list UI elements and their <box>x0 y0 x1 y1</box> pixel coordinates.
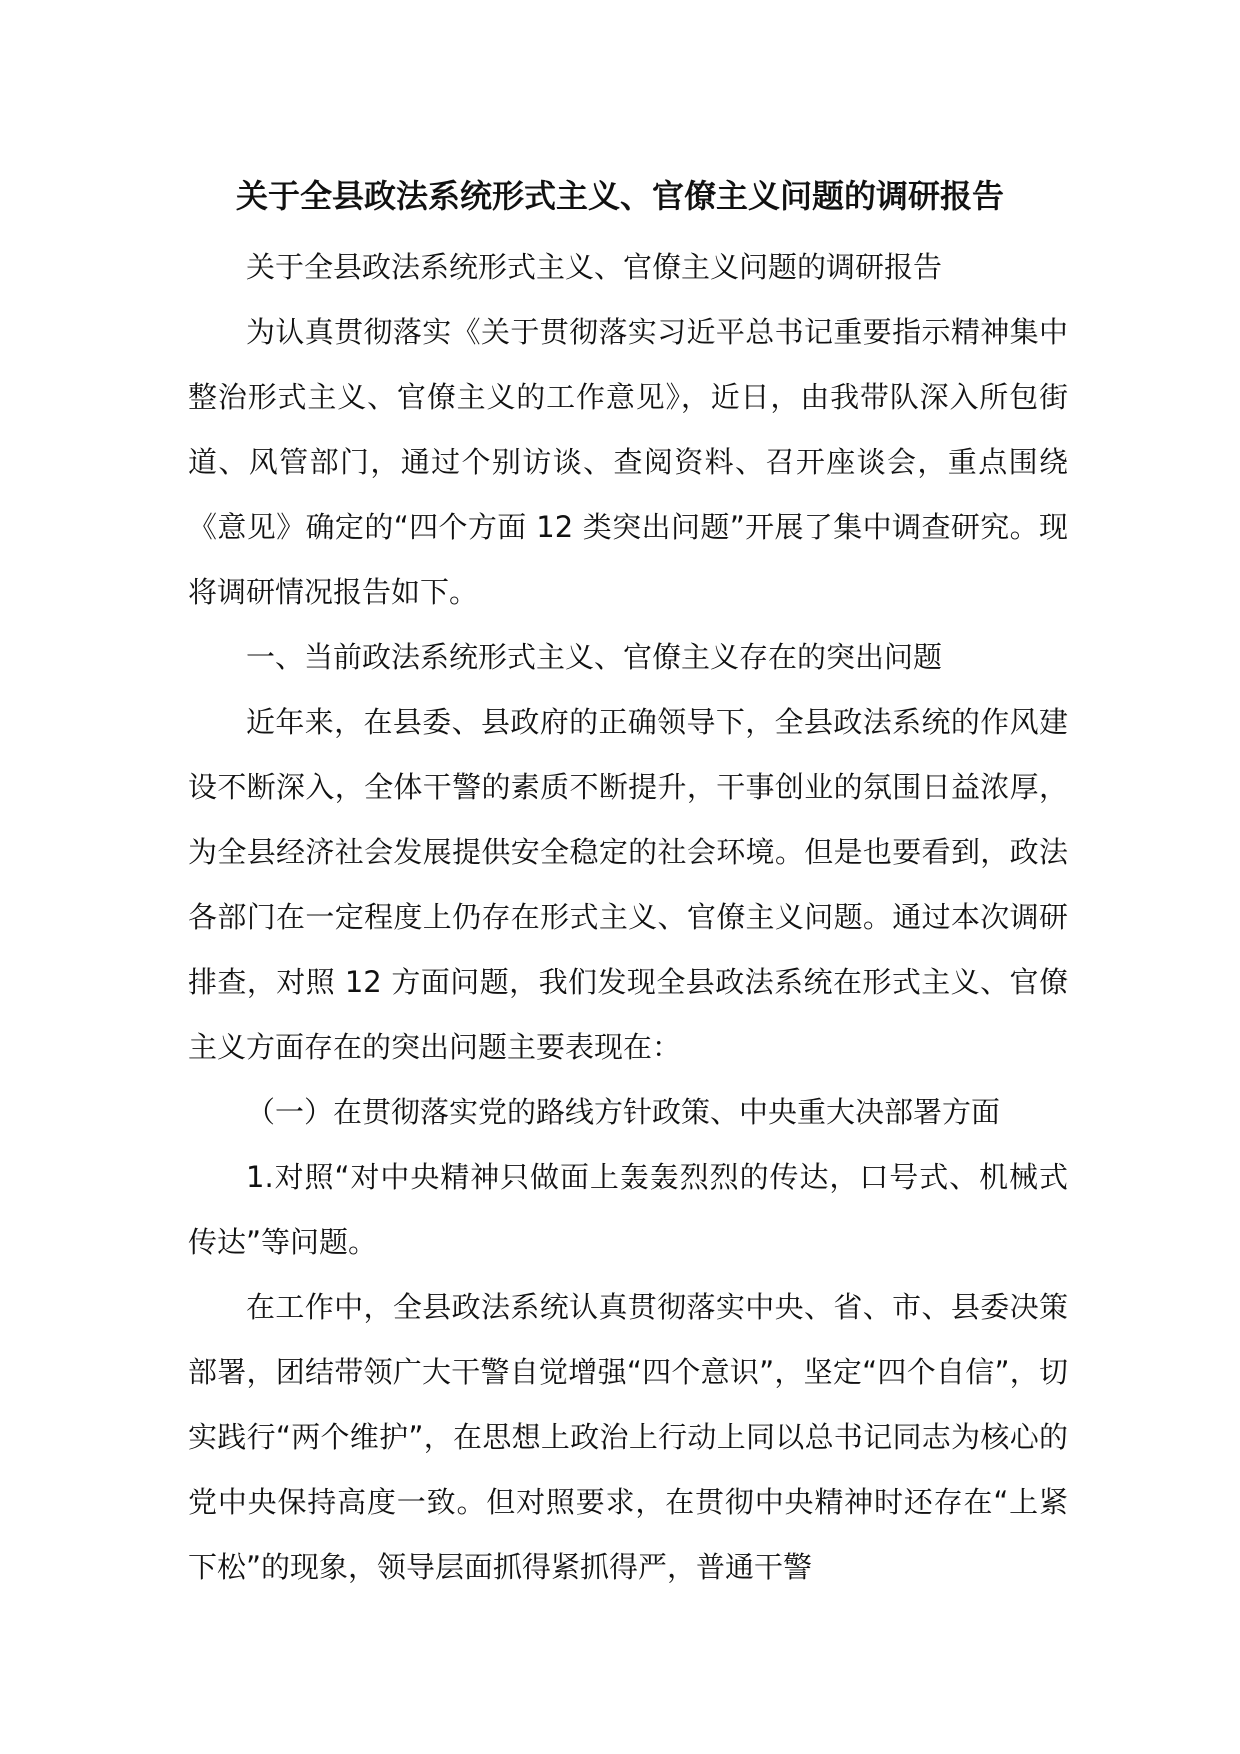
paragraph-overview: 近年来，在县委、县政府的正确领导下，全县政法系统的作风建设不断深入，全体干警的素质不断提升，干事创业的氛围日益浓厚，为全县经济社会发展提供安全稳定的社会环境。但是也要看到，政法各部门在一定程度上仍存在形式主义、官僚主义问题。通过本次调研排查，对照 12 方面问题，我们发现全县政法系统在形式主义、官僚主义方面存在的突出问题主要表现在： <box>188 705 1068 1064</box>
section-heading-1: 一、当前政法系统形式主义、官僚主义存在的突出问题 <box>246 640 943 674</box>
paragraph-intro: 为认真贯彻落实《关于贯彻落实习近平总书记重要指示精神集中整治形式主义、官僚主义的工作意见》，近日，由我带队深入所包街道、风管部门，通过个别访谈、查阅资料、召开座谈会，重点围绕《意见》确定的“四个方面 12 类突出问题”开展了集中调查研究。现将调研情况报告如下。 <box>188 315 1068 609</box>
document-title: 关于全县政法系统形式主义、官僚主义问题的调研报告 <box>235 177 1004 215</box>
document-body <box>188 235 1068 1600</box>
paragraph-subtitle: 关于全县政法系统形式主义、官僚主义问题的调研报告 <box>246 250 943 284</box>
subsection-heading-1: （一）在贯彻落实党的路线方针政策、中央重大决部署方面 <box>246 1095 1001 1129</box>
paragraph-item-1: 在工作中，全县政法系统认真贯彻落实中央、省、市、县委决策部署，团结带领广大干警自觉增强“四个意识”，坚定“四个自信”，切实践行“两个维护”，在思想上政治上行动上同以总书记同志为核心的党中央保持高度一致。但对照要求，在贯彻中央精神时还存在“上紧下松”的现象，领导层面抓得紧抓得严，普通干警 <box>188 1290 1068 1584</box>
item-heading-1: 1.对照“对中央精神只做面上轰轰烈烈的传达，口号式、机械式传达”等问题。 <box>188 1160 1068 1259</box>
